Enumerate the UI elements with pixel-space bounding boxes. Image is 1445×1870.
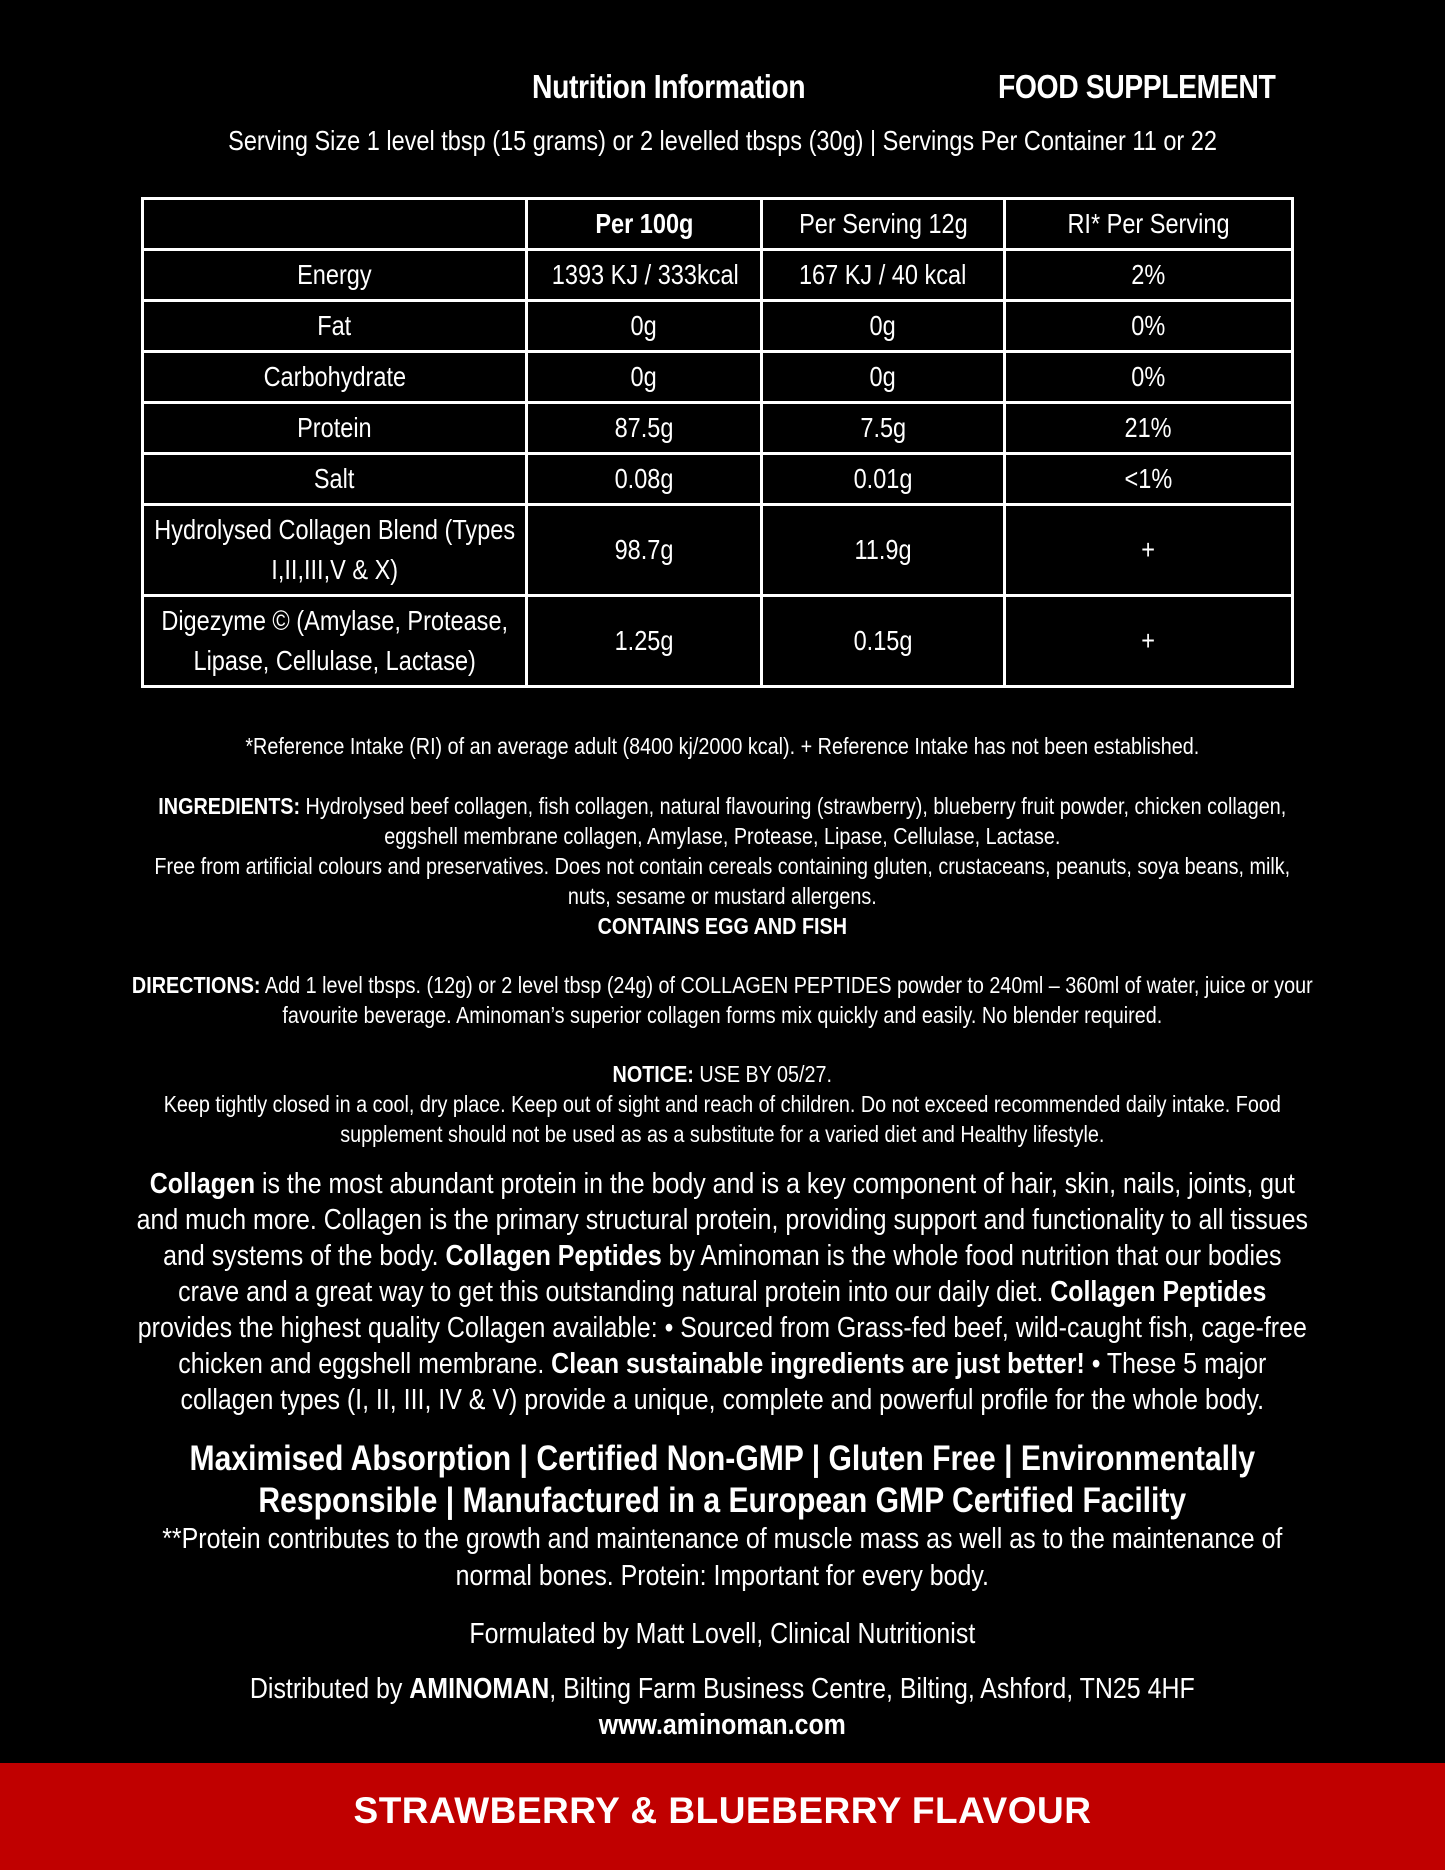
table-header-cell: Per 100g [527, 199, 762, 250]
ri-footnote: *Reference Intake (RI) of an average adult (8400 kj/2000 kcal). + Reference Intake has not been established. [245, 733, 1200, 759]
about-text: by Aminoman is the whole food nutrition that our bodies crave and a great way to get this outstanding natural protein into our daily diet. [178, 1240, 1282, 1308]
table-cell: 0.08g [527, 454, 762, 505]
table-cell: Carbohydrate [143, 352, 527, 403]
protein-claim: **Protein contributes to the growth and maintenance of muscle mass as well as to the maintenance of normal bones. Protein: Important for every body. [162, 1523, 1283, 1592]
table-header-cell: RI* Per Serving [1005, 199, 1293, 250]
table-cell: Digezyme © (Amylase, Protease, Lipase, Cellulase, Lactase) [143, 596, 527, 687]
table-row [143, 454, 1293, 505]
table-row [143, 301, 1293, 352]
table-cell: 98.7g [527, 505, 762, 596]
table-header-cell [143, 199, 527, 250]
about-bold: Collagen Peptides [445, 1240, 662, 1272]
table-cell: Hydrolysed Collagen Blend (Types I,II,III,V & X) [143, 505, 527, 596]
table-cell: Fat [143, 301, 527, 352]
nutrition-table [141, 197, 1294, 688]
table-cell: + [1005, 596, 1293, 687]
distributor-info [130, 1671, 1315, 1707]
table-header-cell: Per Serving 12g [762, 199, 1005, 250]
ingredients-label: INGREDIENTS: [158, 793, 301, 819]
use-by-date: USE BY 05/27. [699, 1061, 833, 1087]
flavour-label: STRAWBERRY & BLUEBERRY FLAVOUR [353, 1790, 1092, 1831]
table-row [143, 505, 1293, 596]
serving-info [0, 125, 1445, 157]
table-cell: Protein [143, 403, 527, 454]
directions-section [130, 970, 1315, 1030]
ingredients-text: Hydrolysed beef collagen, fish collagen, natural flavouring (strawberry), blueberry fruit powder, chicken collagen, eggshell membrane collagen, Amylase, Protease, Lipase, Cellulase, Lactase. [305, 793, 1287, 849]
brand-name: AMINOMAN [409, 1673, 550, 1705]
table-cell: 0g [762, 301, 1005, 352]
table-row [143, 403, 1293, 454]
notice-section [130, 1059, 1315, 1149]
table-cell: Salt [143, 454, 527, 505]
table-cell: <1% [1005, 454, 1293, 505]
directions-label: DIRECTIONS: [132, 972, 261, 998]
directions-text: Add 1 level tbsps. (12g) or 2 level tbsp (24g) of COLLAGEN PEPTIDES powder to 240ml – 360ml of water, juice or your favourite beverage. Aminoman’s superior collagen forms mix quickly and easily. No blender required. [265, 972, 1313, 1028]
serving-text: Serving Size 1 level tbsp (15 grams) or 2 levelled tbsps (30g) | Servings Per Container 11 or 22 [228, 125, 1217, 156]
about-text: provides the highest quality Collagen available: • Sourced from Grass-fed beef, wild-caught fish, cage-free chicken and eggshell membrane. [137, 1312, 1308, 1380]
free-from-text: Free from artificial colours and preservatives. Does not contain cereals containing gluten, crustaceans, peanuts, soya beans, milk, nuts, sesame or mustard allergens. [154, 853, 1291, 909]
about-bold: Collagen Peptides [1050, 1276, 1267, 1308]
notice-label: NOTICE: [612, 1061, 695, 1087]
table-row [143, 596, 1293, 687]
table-cell: 2% [1005, 250, 1293, 301]
table-header-row [143, 199, 1293, 250]
table-row [143, 250, 1293, 301]
nutrition-title: Nutrition Information [532, 68, 806, 105]
ingredients-section [130, 791, 1315, 941]
table-row [143, 352, 1293, 403]
product-claims: Maximised Absorption | Certified Non-GMP | Gluten Free | Environmentally Responsible | Manufactured in a European GMP Certified Facility [189, 1439, 1256, 1520]
about-text: is the most abundant protein in the body and is a key component of hair, skin, nails, joints, gut and much more. Collagen is the primary structural protein, providing support and functionality to all tissues and systems of the body. [136, 1168, 1309, 1272]
table-cell: 0% [1005, 301, 1293, 352]
table-cell: 0.15g [762, 596, 1005, 687]
about-text: • These 5 major collagen types (I, II, III, IV & V) provide a unique, complete and powerful profile for the whole body. [180, 1348, 1267, 1416]
about-bold: Clean sustainable ingredients are just better! [551, 1348, 1085, 1380]
table-cell: 21% [1005, 403, 1293, 454]
table-cell: 87.5g [527, 403, 762, 454]
website-block [130, 1707, 1315, 1743]
table-cell: 1393 KJ / 333kcal [527, 250, 762, 301]
header [0, 68, 1445, 112]
table-cell: Energy [143, 250, 527, 301]
about-collagen [130, 1166, 1315, 1418]
table-cell: 0g [527, 352, 762, 403]
table-cell: 167 KJ / 40 kcal [762, 250, 1005, 301]
table-cell: 0% [1005, 352, 1293, 403]
about-bold: Collagen [149, 1168, 256, 1200]
table-cell: 0.01g [762, 454, 1005, 505]
category-label: FOOD SUPPLEMENT [998, 68, 1276, 105]
notice-text: Keep tightly closed in a cool, dry place. Keep out of sight and reach of children. Do not exceed recommended daily intake. Food supplement should not be used as as a substitute for a varied diet and Healthy lifestyle. [163, 1091, 1282, 1147]
website-link[interactable]: www.aminoman.com [598, 1709, 847, 1741]
table-cell: 0g [527, 301, 762, 352]
flavour-banner [0, 1763, 1445, 1870]
distributor-address: , Bilting Farm Business Centre, Bilting, Ashford, TN25 4HF [549, 1673, 1195, 1705]
table-cell: 0g [762, 352, 1005, 403]
allergen-notice: CONTAINS EGG AND FISH [597, 913, 848, 939]
distributor-prefix: Distributed by [250, 1673, 410, 1705]
table-cell: 7.5g [762, 403, 1005, 454]
table-cell: 11.9g [762, 505, 1005, 596]
table-cell: 1.25g [527, 596, 762, 687]
table-cell: + [1005, 505, 1293, 596]
formulated-by: Formulated by Matt Lovell, Clinical Nutritionist [469, 1618, 976, 1650]
